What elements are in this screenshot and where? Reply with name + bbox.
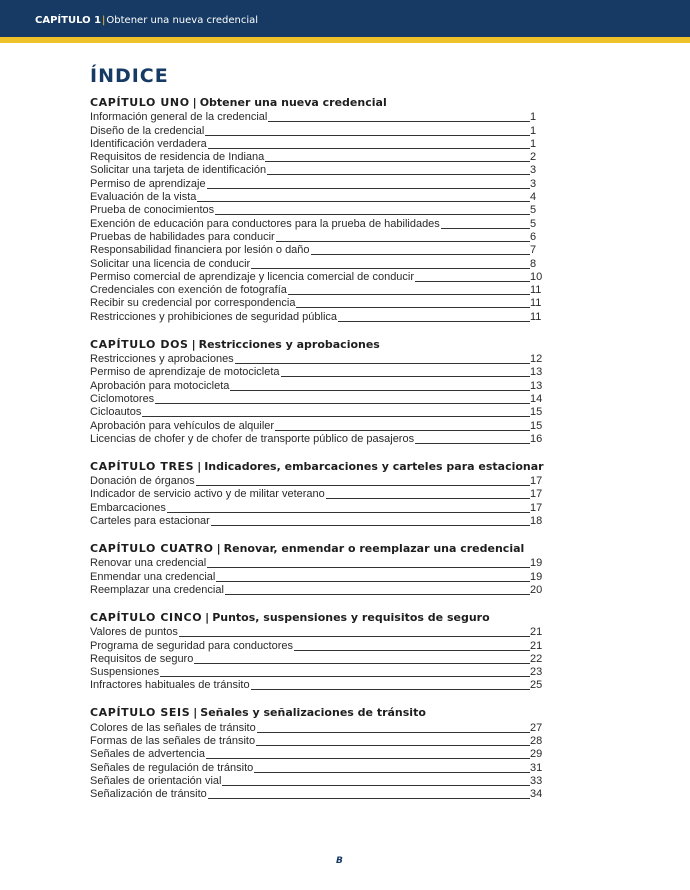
toc-leader-line: [230, 390, 530, 391]
header-accent-bar: [0, 37, 690, 43]
toc-leader-line: [441, 228, 530, 229]
toc-leader-line: [155, 403, 530, 404]
toc-entry[interactable]: [90, 583, 546, 596]
toc-leader-line: [254, 772, 530, 773]
toc-leader-line: [142, 416, 530, 417]
toc-entry[interactable]: [90, 774, 546, 787]
toc-entry-page: 25: [530, 679, 543, 692]
toc-entry-title: Credenciales con exención de fotografía: [90, 284, 287, 297]
toc-entry-page: 33: [530, 774, 543, 787]
toc-entry-page: 3: [530, 164, 537, 177]
toc-leader-line: [251, 689, 530, 690]
toc-entry-page: 19: [530, 570, 543, 583]
toc-leader-line: [257, 732, 530, 733]
toc-entry-title: Infractores habituales de tránsito: [90, 679, 250, 692]
toc-entry[interactable]: [90, 392, 546, 405]
toc-entry-title: Permiso de aprendizaje de motocicleta: [90, 366, 280, 379]
toc-entry[interactable]: [90, 652, 546, 665]
toc-leader-line: [256, 745, 530, 746]
chapter-separator: |: [193, 706, 198, 720]
toc-entry-title: Carteles para estacionar: [90, 515, 210, 528]
toc-entry-page: 17: [530, 488, 543, 501]
toc-entry-title: Responsabilidad financiera por lesión o daño: [90, 244, 310, 257]
toc-entry-title: Restricciones y aprobaciones: [90, 353, 234, 366]
toc-entry[interactable]: [90, 216, 546, 229]
toc-leader-line: [296, 307, 530, 308]
toc-entry-page: 5: [530, 204, 537, 217]
toc-entry-page: 4: [530, 191, 537, 204]
toc-entry-page: 1: [530, 124, 537, 137]
toc-leader-line: [281, 376, 530, 377]
toc-entry-page: 20: [530, 583, 543, 596]
header-subtitle: Obtener una nueva credencial: [106, 15, 259, 26]
header-text: [35, 15, 258, 27]
toc-leader-line: [288, 294, 530, 295]
toc-entry[interactable]: [90, 110, 546, 123]
toc-leader-line: [225, 594, 530, 595]
toc-entry-page: 12: [530, 353, 543, 366]
table-of-contents: [90, 96, 546, 815]
toc-entry-title: Enmendar una credencial: [90, 570, 216, 583]
toc-leader-line: [216, 581, 530, 582]
toc-leader-line: [276, 241, 530, 242]
toc-entry-title: Solicitar una licencia de conducir: [90, 257, 251, 270]
toc-entry-page: 6: [530, 230, 537, 243]
toc-entry[interactable]: [90, 309, 546, 322]
toc-entry-title: Requisitos de seguro: [90, 652, 194, 665]
toc-entry-page: 11: [530, 297, 542, 310]
chapter-number: CAPÍTULO CUATRO: [90, 542, 214, 556]
toc-entry-title: Donación de órganos: [90, 475, 195, 488]
toc-entry-page: 14: [530, 392, 543, 405]
toc-entry-title: Evaluación de la vista: [90, 191, 197, 204]
toc-entry[interactable]: [90, 230, 546, 243]
toc-leader-line: [211, 525, 530, 526]
chapter-number: CAPÍTULO SEIS: [90, 706, 191, 720]
toc-entry-page: 16: [530, 432, 543, 445]
toc-entry-page: 29: [530, 748, 543, 761]
chapter-separator: |: [197, 459, 202, 473]
toc-chapter: [90, 611, 546, 691]
toc-entry-page: 21: [530, 626, 543, 639]
toc-entry[interactable]: [90, 638, 546, 651]
toc-entry[interactable]: [90, 256, 546, 269]
toc-chapter: [90, 96, 546, 323]
toc-leader-line: [179, 636, 530, 637]
toc-entry[interactable]: [90, 432, 546, 445]
toc-entry[interactable]: [90, 760, 546, 773]
chapter-heading: [90, 460, 546, 474]
toc-leader-line: [338, 321, 530, 322]
toc-entry-title: Requisitos de residencia de Indiana: [90, 151, 265, 164]
toc-entry-title: Prueba de conocimientos: [90, 204, 215, 217]
toc-entry-title: Señalización de tránsito: [90, 788, 207, 801]
toc-leader-line: [205, 135, 530, 136]
header-separator: |: [102, 15, 106, 26]
toc-entry[interactable]: [90, 720, 546, 733]
toc-leader-line: [208, 148, 530, 149]
toc-entry-page: 19: [530, 557, 543, 570]
toc-entry-page: 15: [530, 406, 543, 419]
toc-entry-page: 21: [530, 639, 543, 652]
toc-entry-title: Cicloautos: [90, 406, 142, 419]
toc-entry-title: Pruebas de habilidades para conducir: [90, 230, 275, 243]
toc-entry[interactable]: [90, 378, 546, 391]
chapter-number: CAPÍTULO UNO: [90, 96, 190, 109]
toc-entry-page: 1: [530, 137, 537, 150]
toc-entry[interactable]: [90, 747, 546, 760]
chapter-number: CAPÍTULO CINCO: [90, 610, 203, 624]
toc-leader-line: [196, 485, 530, 486]
toc-entry-title: Indicador de servicio activo y de militar veterano: [90, 488, 325, 501]
chapter-separator: |: [216, 542, 221, 556]
toc-entry-page: 11: [530, 310, 542, 323]
toc-entry-title: Exención de educación para conductores para la prueba de habilidades: [90, 217, 440, 230]
toc-leader-line: [265, 161, 530, 162]
toc-entry-page: 28: [530, 734, 543, 747]
toc-chapter: [90, 460, 546, 527]
toc-leader-line: [215, 214, 530, 215]
toc-entry-title: Aprobación para vehículos de alquiler: [90, 419, 275, 432]
toc-entry-page: 10: [530, 270, 543, 283]
toc-entry-page: 8: [530, 257, 537, 270]
toc-entry[interactable]: [90, 474, 546, 487]
toc-entry[interactable]: [90, 270, 546, 283]
page-header: [0, 0, 690, 37]
toc-chapter: [90, 706, 546, 800]
chapter-name: Puntos, suspensiones y requisitos de seguro: [212, 610, 490, 624]
toc-entry[interactable]: [90, 283, 546, 296]
toc-entry-title: Señales de regulación de tránsito: [90, 761, 254, 774]
toc-entry[interactable]: [90, 556, 546, 569]
toc-entry[interactable]: [90, 352, 546, 365]
toc-entry[interactable]: [90, 203, 546, 216]
toc-leader-line: [208, 798, 530, 799]
toc-leader-line: [251, 268, 530, 269]
chapter-heading: [90, 542, 546, 556]
toc-entry-title: Colores de las señales de tránsito: [90, 721, 256, 734]
toc-entry[interactable]: [90, 514, 546, 527]
toc-entry[interactable]: [90, 243, 546, 256]
toc-entry-page: 13: [530, 366, 543, 379]
toc-leader-line: [275, 430, 530, 431]
chapter-number: CAPÍTULO TRES: [90, 459, 195, 473]
toc-entry-page: 27: [530, 721, 543, 734]
toc-entry-page: 13: [530, 379, 543, 392]
toc-entry[interactable]: [90, 150, 546, 163]
chapter-name: Indicadores, embarcaciones y carteles para estacionar: [204, 459, 544, 473]
toc-chapter: [90, 338, 546, 445]
toc-entry-title: Embarcaciones: [90, 501, 166, 514]
chapter-separator: |: [191, 337, 196, 351]
toc-entry[interactable]: [90, 665, 546, 678]
toc-entry-page: 5: [530, 217, 537, 230]
toc-entry[interactable]: [90, 163, 546, 176]
toc-entry-page: 3: [530, 177, 537, 190]
toc-leader-line: [206, 758, 530, 759]
header-chapter: CAPÍTULO 1: [35, 15, 102, 26]
chapter-name: Señales y señalizaciones de tránsito: [200, 706, 426, 720]
toc-entry-page: 18: [530, 515, 543, 528]
toc-entry-page: 1: [530, 111, 537, 124]
toc-entry-title: Suspensiones: [90, 666, 160, 679]
toc-leader-line: [267, 174, 530, 175]
toc-entry-title: Señales de advertencia: [90, 748, 205, 761]
toc-entry-title: Identificación verdadera: [90, 137, 207, 150]
toc-entry[interactable]: [90, 787, 546, 800]
toc-entry-title: Formas de las señales de tránsito: [90, 734, 256, 747]
toc-leader-line: [415, 443, 530, 444]
chapter-separator: |: [192, 96, 197, 109]
toc-entry[interactable]: [90, 365, 546, 378]
toc-entry[interactable]: [90, 405, 546, 418]
toc-entry-title: Aprobación para motocicleta: [90, 379, 230, 392]
toc-entry-page: 31: [530, 761, 543, 774]
toc-leader-line: [222, 785, 530, 786]
toc-entry-page: 22: [530, 652, 543, 665]
toc-entry-title: Información general de la credencial: [90, 111, 268, 124]
chapter-separator: |: [205, 610, 210, 624]
toc-entry[interactable]: [90, 418, 546, 431]
chapter-number: CAPÍTULO DOS: [90, 337, 189, 351]
toc-entry-page: 17: [530, 475, 543, 488]
toc-leader-line: [235, 363, 530, 364]
page-title: ÍNDICE: [90, 65, 169, 87]
toc-entry[interactable]: [90, 123, 546, 136]
toc-entry-page: 15: [530, 419, 543, 432]
toc-leader-line: [207, 188, 530, 189]
toc-chapter: [90, 542, 546, 596]
toc-entry-title: Permiso de aprendizaje: [90, 177, 206, 190]
toc-entry[interactable]: [90, 137, 546, 150]
toc-entry[interactable]: [90, 487, 546, 500]
chapter-name: Renovar, enmendar o reemplazar una credencial: [223, 542, 525, 556]
toc-entry[interactable]: [90, 625, 546, 638]
toc-entry-title: Renovar una credencial: [90, 557, 207, 570]
toc-leader-line: [194, 663, 530, 664]
toc-leader-line: [197, 201, 530, 202]
toc-leader-line: [415, 281, 530, 282]
toc-entry-title: Reemplazar una credencial: [90, 583, 224, 596]
toc-entry-page: 7: [530, 244, 537, 257]
toc-entry-title: Licencias de chofer y de chofer de transporte público de pasajeros: [90, 432, 415, 445]
toc-entry-title: Permiso comercial de aprendizaje y licencia comercial de conducir: [90, 270, 415, 283]
toc-entry[interactable]: [90, 678, 546, 691]
toc-entry-title: Diseño de la credencial: [90, 124, 205, 137]
toc-leader-line: [268, 121, 530, 122]
chapter-heading: [90, 706, 546, 720]
toc-entry-title: Valores de puntos: [90, 626, 178, 639]
toc-entry[interactable]: [90, 190, 546, 203]
toc-leader-line: [294, 650, 530, 651]
chapter-heading: [90, 338, 546, 352]
toc-entry-title: Recibir su credencial por correspondencia: [90, 297, 296, 310]
toc-entry[interactable]: [90, 734, 546, 747]
toc-entry-title: Ciclomotores: [90, 392, 155, 405]
toc-entry-title: Señales de orientación vial: [90, 774, 222, 787]
toc-leader-line: [167, 512, 530, 513]
chapter-heading: [90, 96, 546, 110]
chapter-name: Restricciones y aprobaciones: [198, 337, 380, 351]
toc-entry[interactable]: [90, 569, 546, 582]
chapter-name: Obtener una nueva credencial: [199, 96, 387, 109]
toc-entry-page: 11: [530, 284, 542, 297]
toc-entry[interactable]: [90, 500, 546, 513]
toc-entry-title: Solicitar una tarjeta de identificación: [90, 164, 267, 177]
toc-entry[interactable]: [90, 296, 546, 309]
toc-entry-page: 2: [530, 151, 537, 164]
toc-leader-line: [326, 498, 530, 499]
toc-entry-page: 23: [530, 666, 543, 679]
toc-entry-title: Restricciones y prohibiciones de seguridad pública: [90, 310, 338, 323]
toc-leader-line: [207, 567, 530, 568]
toc-leader-line: [311, 254, 530, 255]
chapter-heading: [90, 611, 546, 625]
toc-entry-page: 34: [530, 788, 543, 801]
footer-page-number: B: [336, 856, 343, 866]
toc-leader-line: [160, 676, 530, 677]
toc-entry[interactable]: [90, 176, 546, 189]
toc-entry-page: 17: [530, 501, 543, 514]
toc-entry-title: Programa de seguridad para conductores: [90, 639, 294, 652]
